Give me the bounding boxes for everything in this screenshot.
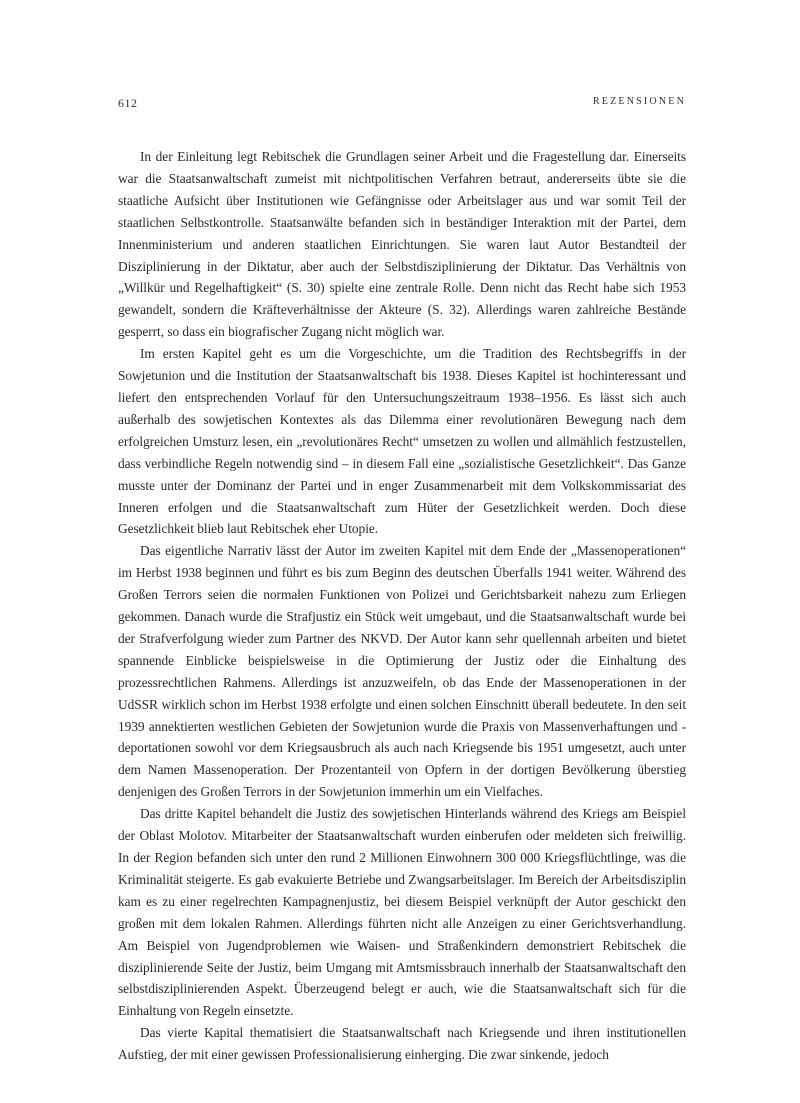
running-head (118, 96, 686, 110)
page-number: 612 (118, 96, 138, 110)
paragraph-chapter-two: Das eigentliche Narrativ lässt der Autor im zweiten Kapitel mit dem Ende der „Massenoperationen“ im Herbst 1938 beginnen und führt es bis zum Beginn des deutschen Überfalls 1941 weiter. Während des Großen Terrors seien die normalen Funktionen von Polizei und Gerichtsbarkeit nahezu zum Erliegen gekommen. Danach wurde die Strafjustiz ein Stück weit umgebaut, und die Staatsanwaltschaft wurde bei der Strafverfolgung wieder zum Partner des NKVD. Der Autor kann sehr quellennah arbeiten und bietet spannende Einblicke beispielsweise in die Optimierung der Justiz oder die Einhaltung des prozessrechtlichen Rahmens. Allerdings ist anzuzweifeln, ob das Ende der Massenoperationen in der UdSSR wirklich schon im Herbst 1938 erfolgte und einen solchen Einschnitt überall bedeutete. In den seit 1939 annektierten westlichen Gebieten der Sowjetunion wurde die Praxis von Massenverhaftungen und -deportationen sowohl vor dem Kriegsausbruch als auch nach Kriegsende bis 1951 umgesetzt, auch unter dem Namen Massenoperation. Der Prozentanteil von Opfern in der dortigen Bevölkerung überstieg denjenigen des Großen Terrors in der Sowjetunion immerhin um ein Vielfaches. (118, 543, 686, 800)
paragraph-chapter-four: Das vierte Kapital thematisiert die Staatsanwaltschaft nach Kriegsende und ihren institutionellen Aufstieg, der mit einer gewissen Professionalisierung einherging. Die zwar sinkende, jedoch (118, 1025, 686, 1063)
review-text (118, 146, 686, 1066)
section-title: REZENSIONEN (592, 96, 686, 107)
paragraph-chapter-three: Das dritte Kapitel behandelt die Justiz des sowjetischen Hinterlands während des Kriegs am Beispiel der Oblast Molotov. Mitarbeiter der Staatsanwaltschaft wurden einberufen oder meldeten sich freiwillig. In der Region befanden sich unter den rund 2 Millionen Einwohnern 300 000 Kriegsflüchtlinge, was die Kriminalität steigerte. Es gab evakuierte Betriebe und Zwangsarbeitslager. Im Bereich der Arbeitsdisziplin kam es zu einer regelrechten Kampagnenjustiz, bei diesem Beispiel verknüpft der Autor geschickt den großen mit dem lokalen Rahmen. Allerdings führten nicht alle Anzeigen zu einer Gerichtsverhandlung. Am Beispiel von Jugendproblemen wie Waisen- und Straßenkindern demonstriert Rebitschek die disziplinierende Seite der Justiz, beim Umgang mit Amtsmissbrauch innerhalb der Staatsanwaltschaft den selbstdisziplinierenden Aspekt. Überzeugend belegt er auch, wie die Staatsanwaltschaft sich für die Einhaltung von Regeln einsetzte. (118, 806, 686, 1019)
paragraph-introduction: In der Einleitung legt Rebitschek die Grundlagen seiner Arbeit und die Fragestellung dar. Einerseits war die Staatsanwaltschaft zumeist mit nichtpolitischen Verfahren betraut, andererseits übte sie die staatliche Aufsicht über Institutionen wie Gefängnisse oder Arbeitslager aus und war somit Teil der staatlichen Selbstkontrolle. Staatsanwälte befanden sich in beständiger Interaktion mit der Partei, dem Innenministerium und anderen staatlichen Einrichtungen. Sie waren laut Autor Bestandteil der Disziplinierung in der Diktatur, aber auch der Selbstdisziplinierung der Diktatur. Das Verhältnis von „Willkür und Regelhaftigkeit“ (S. 30) spielte eine zentrale Rolle. Denn nicht das Recht habe sich 1953 gewandelt, sondern die Kräfteverhältnisse der Akteure (S. 32). Allerdings waren zahlreiche Bestände gesperrt, so dass ein biografischer Zugang nicht möglich war. (118, 149, 686, 340)
paragraph-chapter-one: Im ersten Kapitel geht es um die Vorgeschichte, um die Tradition des Rechtsbegriffs in der Sowjetunion und die Institution der Staatsanwaltschaft bis 1938. Dieses Kapitel ist hochinteressant und liefert den entsprechenden Vorlauf für den Untersuchungszeitraum 1938–1956. Es lässt sich auch außerhalb des sowjetischen Kontextes als das Dilemma einer revolutionären Bewegung nach dem erfolgreichen Umsturz lesen, ein „revolutionäres Recht“ umsetzen zu wollen und allmählich festzustellen, dass verbindliche Regeln notwendig sind – in diesem Fall eine „sozialistische Gesetzlichkeit“. Das Ganze musste unter der Dominanz der Partei und in enger Zusammenarbeit mit dem Volkskommissariat des Inneren erfolgen und die Staatsanwaltschaft zum Hüter der Gesetzlichkeit werden. Doch diese Gesetzlichkeit blieb laut Rebitschek eher Utopie. (118, 346, 686, 537)
